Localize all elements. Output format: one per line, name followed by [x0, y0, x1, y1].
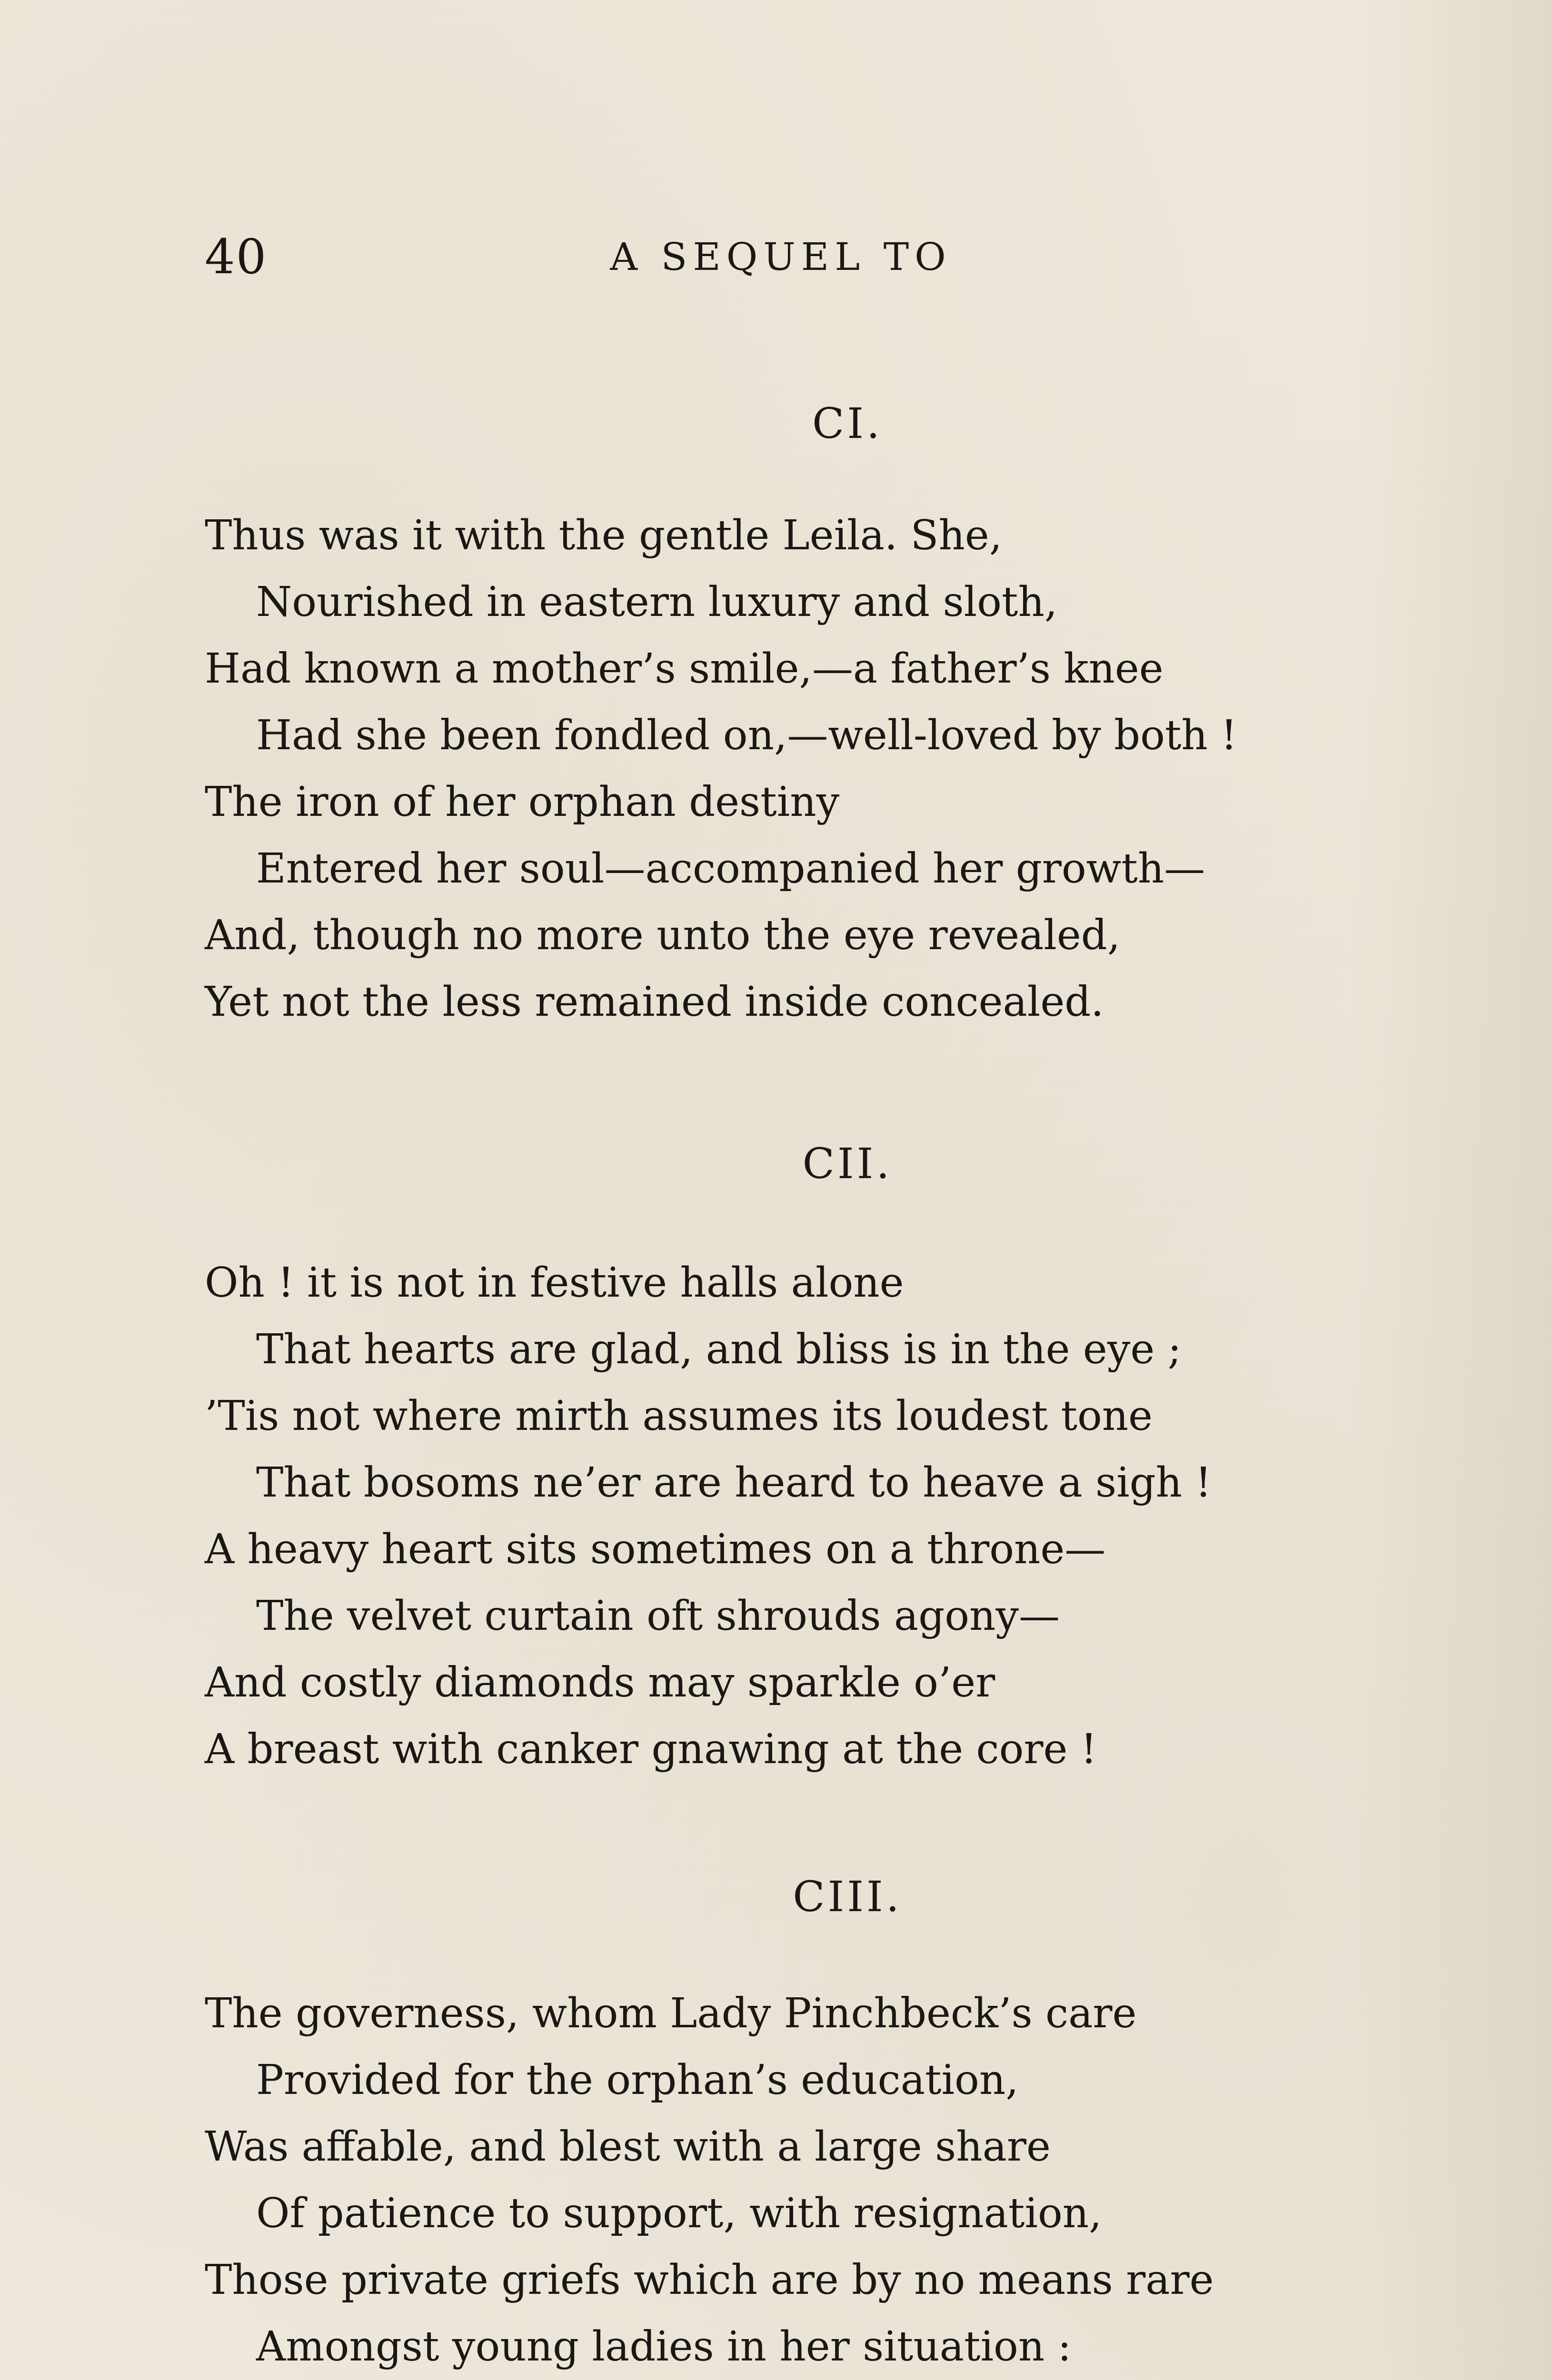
stanza-ci — [205, 502, 1490, 1035]
verse-line: Amongst young ladies in her situation : — [256, 2323, 1072, 2370]
verse-line: And, though no more unto the eye revealed, — [205, 912, 1121, 959]
verse-line: Had she been fondled on,—well-loved by both ! — [256, 712, 1237, 759]
verse-line: And costly diamonds may sparkle o’er — [205, 1659, 995, 1706]
verse-line: Nourished in eastern luxury and sloth, — [256, 578, 1058, 626]
page-number: 40 — [205, 229, 268, 285]
stanza-numeral-cii: CII. — [802, 1139, 893, 1188]
page-header — [205, 224, 1357, 295]
verse-line: Oh ! it is not in festive halls alone — [205, 1259, 904, 1307]
verse-line: ’Tis not where mirth assumes its loudest tone — [205, 1392, 1153, 1440]
verse-line: A breast with canker gnawing at the core ! — [205, 1726, 1097, 1773]
verse-line: Those private griefs which are by no means rare — [205, 2256, 1214, 2304]
stanza-numeral-ci: CI. — [812, 399, 883, 448]
verse-line: The iron of her orphan destiny — [205, 778, 840, 826]
verse-line: Entered her soul—accompanied her growth— — [256, 845, 1205, 892]
verse-line: Yet not the less remained inside concealed. — [205, 978, 1104, 1026]
verse-line: That hearts are glad, and bliss is in the eye ; — [256, 1326, 1182, 1373]
verse-line: Thus was it with the gentle Leila. She, — [205, 512, 1003, 559]
verse-line: Had known a mother’s smile,—a father’s knee — [205, 645, 1164, 693]
verse-line: Was affable, and blest with a large share — [205, 2123, 1051, 2171]
verse-line: The governess, whom Lady Pinchbeck’s care — [205, 1990, 1137, 2037]
stanza-cii — [205, 1250, 1490, 1783]
verse-line: The velvet curtain oft shrouds agony— — [256, 1592, 1060, 1640]
verse-line: That bosoms ne’er are heard to heave a sigh ! — [256, 1459, 1212, 1507]
stanza-numeral-ciii: CIII. — [793, 1872, 902, 1921]
verse-line: A heavy heart sits sometimes on a throne— — [205, 1526, 1106, 1573]
running-head: A SEQUEL TO — [610, 235, 952, 279]
stanza-ciii — [205, 1980, 1490, 2380]
verse-line: Provided for the orphan’s education, — [256, 2056, 1019, 2104]
verse-line: Of patience to support, with resignation, — [256, 2190, 1102, 2237]
